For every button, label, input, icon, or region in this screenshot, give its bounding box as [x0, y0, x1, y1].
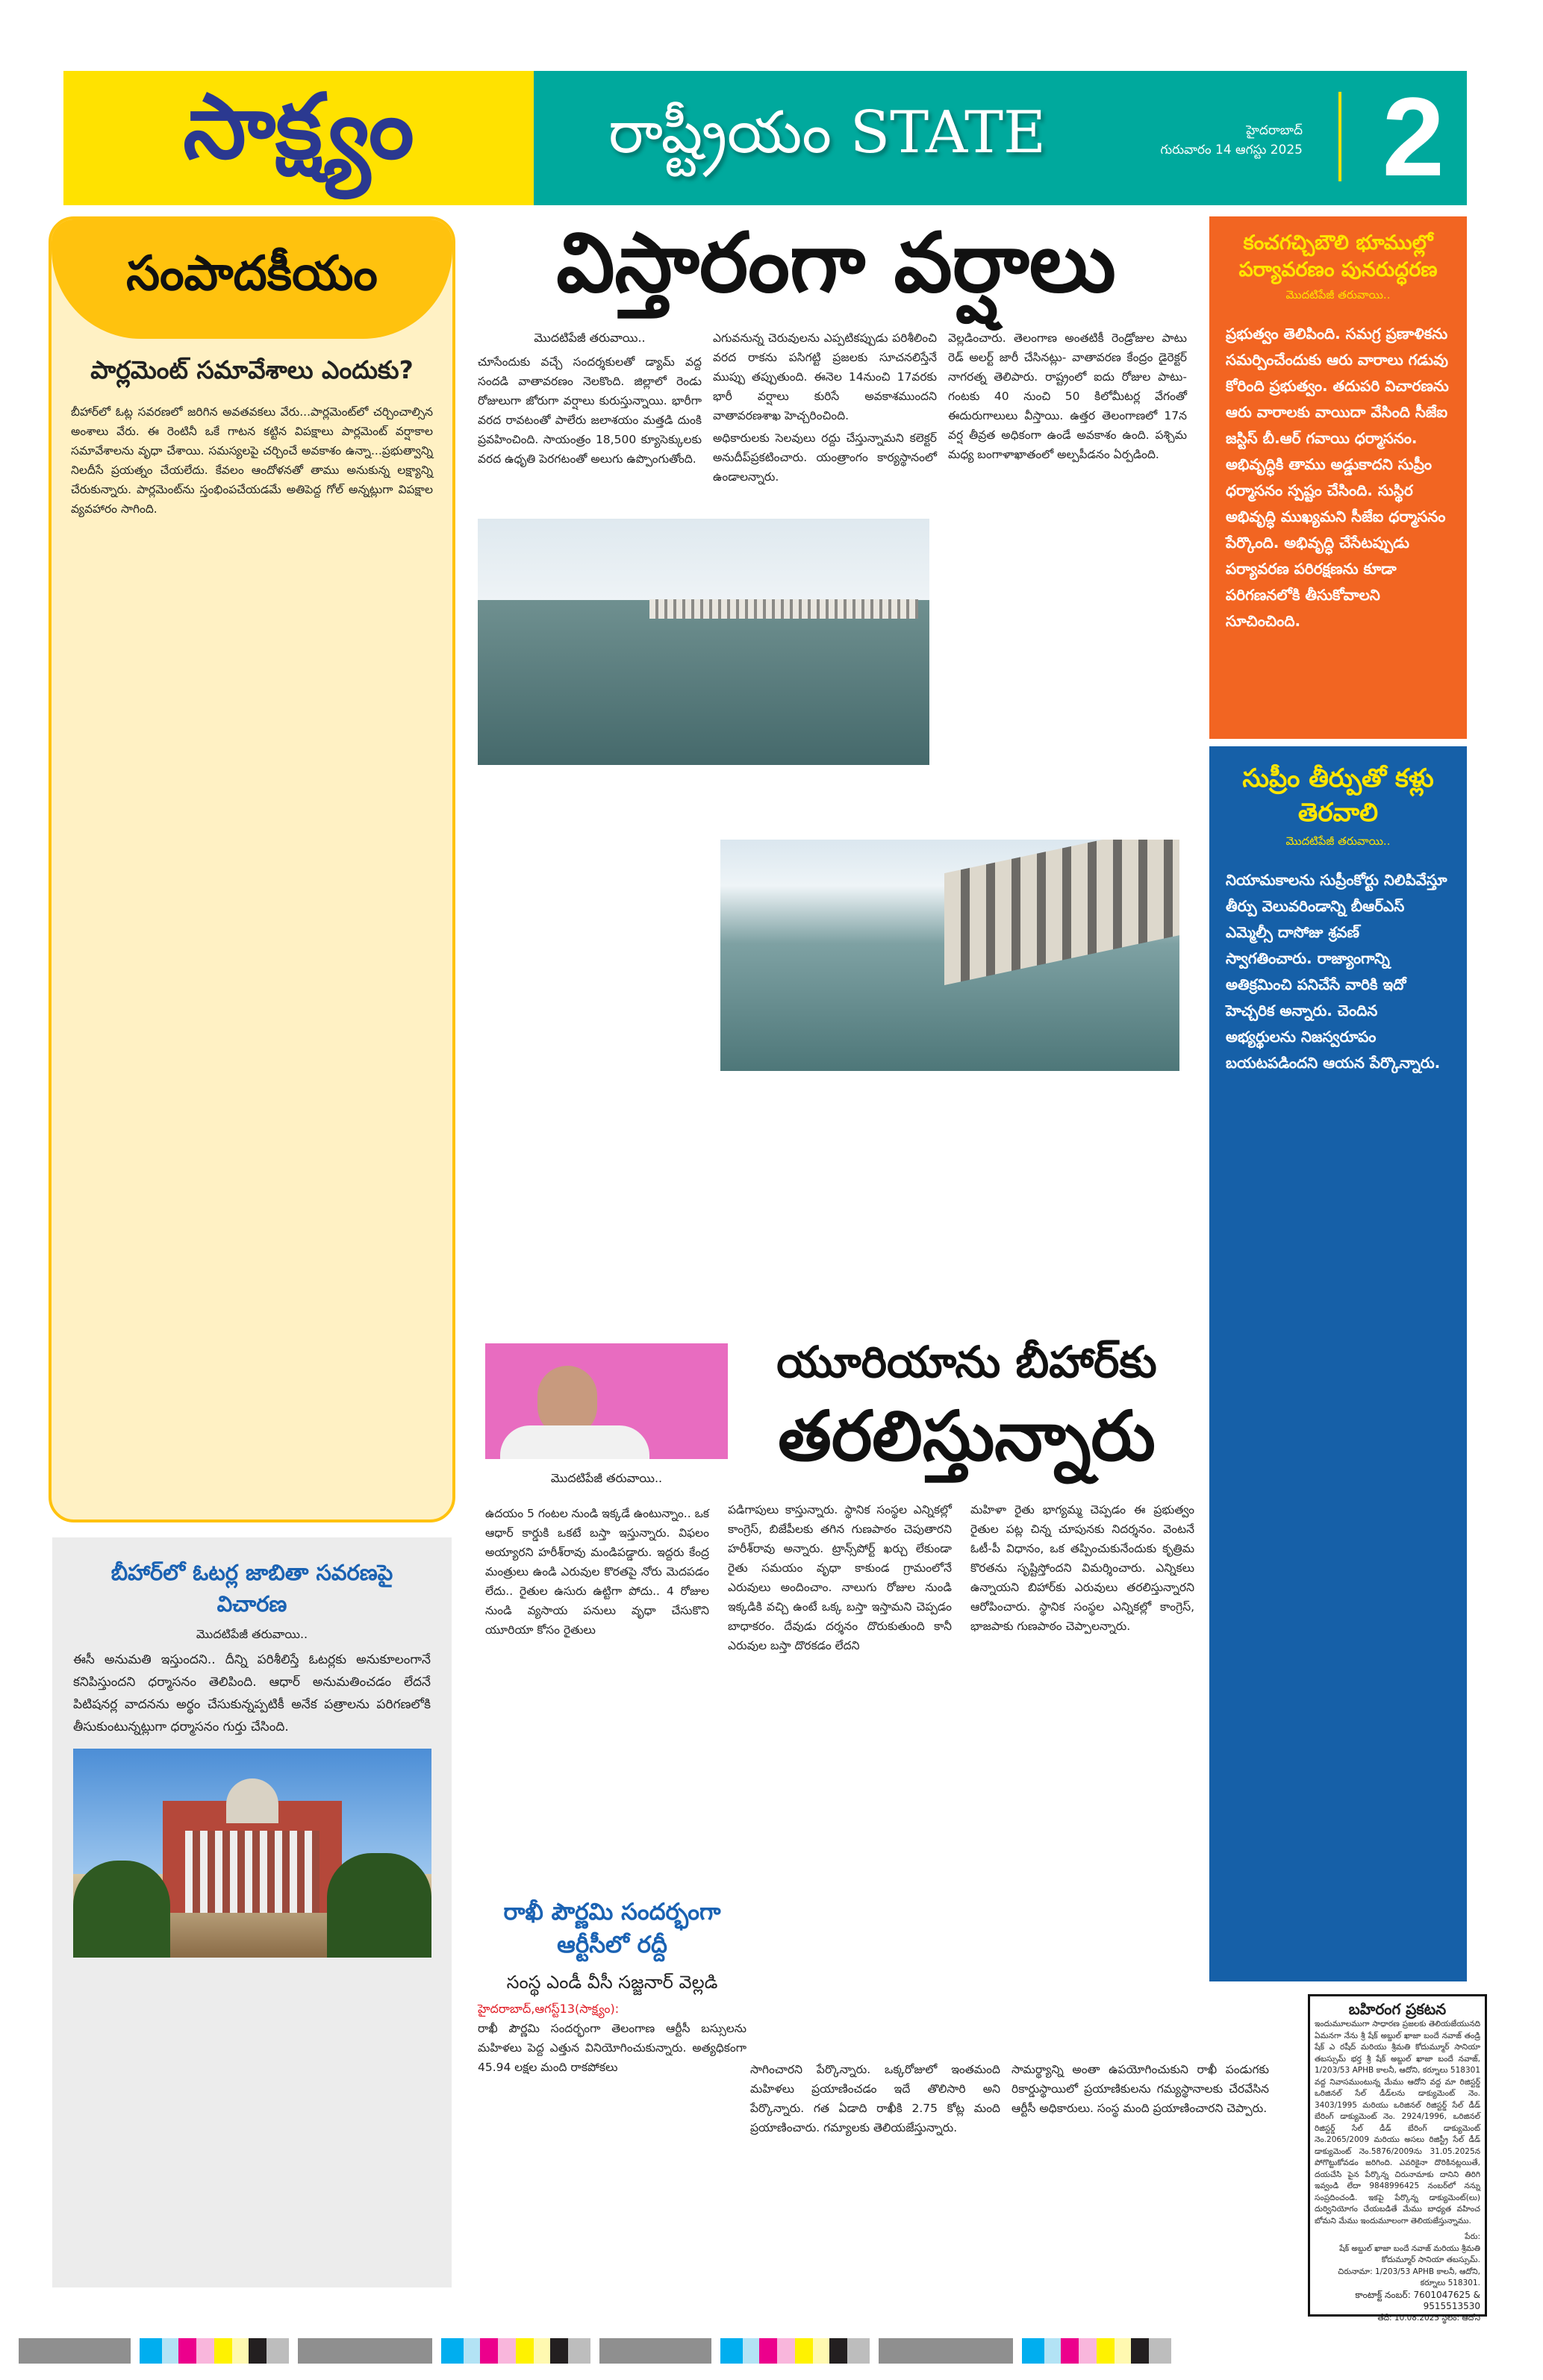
editorial-body	[52, 402, 452, 519]
lead-headline: విస్తారంగా వర్షాలు	[556, 215, 1116, 310]
color-swatch	[795, 2338, 813, 2364]
paragraph: వెల్లడించారు. తెలంగాణ అంతటికీ రెండ్రోజుల పాటు రెడ్ అలర్ట్ జారీ చేసినట్లు- వాతావరణ కేంద్రం డైరెక్టర్ నాగరత్న తెలిపారు. రాష్ట్రంలో ఐదు రోజుల పాటు- గంటకు 40 నుంచి 50 కిలోమీటర్ల వేగంతో ఈదురుగాలులు వీస్తాయి. ఉత్తర తెలంగాణలో 17న వర్ష తీవ్రత అధికంగా ఉండే అవకాశం ఉంది. పశ్చిమ మధ్య బంగాళాఖాతంలో అల్పపీడనం ఏర్పడింది.	[948, 331, 1187, 461]
color-swatch	[1097, 2338, 1115, 2364]
continued-label: మొదటిపేజీ తరువాయి..	[534, 331, 646, 345]
harish-rao-photo	[485, 1343, 728, 1459]
color-swatch	[178, 2338, 196, 2364]
masthead-logo: సాక్ష్యం	[63, 71, 534, 205]
color-swatch	[140, 2338, 162, 2364]
dam-photo	[478, 519, 929, 765]
rains-col-1	[478, 328, 702, 472]
editorial-title: పార్లమెంట్ సమావేశాలు ఎందుకు?	[90, 355, 414, 384]
article-title: సుప్రీం తీర్పుతో కళ్లు తెరవాలి	[1242, 763, 1434, 828]
color-swatch	[870, 2338, 879, 2364]
reservoir-photo	[720, 840, 1179, 1071]
supreme-verdict-article	[1209, 746, 1467, 1981]
urea-col-3: మహిళా రైతు భాగ్యమ్మ చెప్పడం ఈ ప్రభుత్వం రైతుల పట్ల చిన్న చూపునకు నిదర్శనం. వెంటనే ఓటీ-పీ విధానం, ఒక తప్పించుకునేందుకు కృత్రిమ కొరతను సృష్టిస్తోందని విమర్శించారు. ఎన్నికలు ఉన్నాయని బిహార్‌కు ఎరువులు తరలిస్తున్నారని ఆరోపించారు. స్థానిక సంస్థల ఎన్నికల్లో కాంగ్రెస్, భాజపాకు గుణపాఠం చెప్పాలన్నారు.	[970, 1503, 1194, 1633]
color-swatch	[711, 2338, 720, 2364]
headline-line: తరలిస్తున్నారు	[778, 1396, 1156, 1476]
color-swatch	[249, 2338, 266, 2364]
article-subtitle: సంస్థ ఎండీ వీసీ సజ్జనార్ వెల్లడి	[506, 1972, 718, 1993]
notice-names: షేక్ అబ్దుల్ ఖాజా బందే నవాజ్ మరియు శ్రీమతి కోదుమ్మూర్ సానియా తబస్సుమ్.	[1339, 2243, 1480, 2264]
paragraph: చూసేందుకు వచ్చే సందర్శకులతో డ్యామ్ వద్ద సందడి వాతావరణం నెలకొంది. జిల్లాలో రెండు రోజులుగా జోరుగా వర్షాలు కురుస్తున్నాయి. భారీగా వరద రావటంతో పాలేరు జలాశయం మత్తడి దుంకి ప్రవహించింది. సాయంత్రం 18,500 క్యూసెక్కులకు వరద ఉధృతి పెరగటంతో అలుగు ఉప్పొంగుతోంది.	[478, 355, 702, 466]
paragraph: బీహార్‌లో ఓట్ల సవరణలో జరిగిన అవతవకలు వేరు...పార్లమెంట్‌లో చర్చించాల్సిన అంశాలు వేరు. ఈ రెంటినీ ఒకే గాటన కట్టిన విపక్షాలు పార్లమెంట్ వర్షాకాల సమావేశాలను వృధా చేశాయి. సమస్యలపై చర్చించే అవకాశం ఉన్నా...ప్రభుత్వాన్ని నిలదీసే ప్రయత్నం చేయలేదు. కేవలం ఆందోళనతో తాము అనుకున్న లక్ష్యాన్ని చేరుకున్నారు. పార్లమెంట్‌ను స్తంభింపచేయడమే అతిపెద్ద గోల్ అన్నట్లుగా విపక్షాల వ్యవహారం సాగింది.	[71, 405, 433, 516]
color-swatch	[1061, 2338, 1079, 2364]
color-swatch	[829, 2338, 847, 2364]
color-swatch	[441, 2338, 464, 2364]
urea-col-2: పడిగాపులు కాస్తున్నారు. స్థానిక సంస్థల ఎన్నికల్లో కాంగ్రెస్, బిజేపీలకు తగిన గుణపాఠం చెపుతారని హరీశ్‌రావు అన్నారు. ట్రాన్స్‌పోర్ట్ ఖర్చు లేకుండా రైతు సమయం వృధా కాకుండ గ్రామంలోనే ఎరువులు అందించాం. నాలుగు రోజుల నుండి ఇక్కడికి వచ్చి ఉంటే ఒక్క బస్తా ఇస్తామని చెప్పడం బాధాకరం. దేవుడు దర్శనం దొరుకుతుంది కానీ ఎరువుల బస్తా దొరకడం లేదని	[728, 1503, 952, 1652]
urea-col-1: ఉదయం 5 గంటల నుండి ఇక్కడే ఉంటున్నాం.. ఒక ఆధార్ కార్డుకి ఒకటే బస్తా ఇస్తున్నారు. విఫలం అయ్యారని హరీశ్‌రావు మండిపడ్డారు. ఇద్దరు కేంద్ర మంత్రులు ఉండి ఎరువుల కొరతపై నోరు మెదపడం లేదు.. రైతుల ఉసురు ఉట్టిగా పోదు.. 4 రోజుల నుండి వ్యసాయ పనులు వృధా చేసుకొని యూరియా కోసం రైతులు	[485, 1507, 709, 1637]
notice-date-place: తేదీ: 10.08.2025 స్థలం: ఆదోని	[1377, 2313, 1480, 2323]
color-swatch	[599, 2338, 711, 2364]
color-swatch	[1022, 2338, 1044, 2364]
notice-body: ఇందుమూలముగా సాధారణ ప్రజలకు తెలియజేయునది ఏమనగా నేను శ్రీ షేక్ అబ్దుల్ ఖాజా బందే నవాజ్ తండ్రి షేక్ ఎ రషీద్ మరియు శ్రీమతి కోదుమ్మూర్ సానియా తబస్సుమ్ భర్త శ్రీ షేక్ అబ్దుల్ ఖాజా బందే నవాజ్, 1/203/53 APHB కాలనీ, ఆదోని, కర్నూలు 518301 వద్ద నివాసముంటున్న మేము ఆదోని వద్ద మా రిజిస్టర్డ్ ఒరిజినల్ సేల్ డీడ్‌లను డాక్యుమెంట్ నెం. 3403/1995 మరియు ఒరిజినల్ రిజిస్టర్డ్ సేల్ డీడ్ బేరింగ్ డాక్యుమెంట్ నెం. 2924/1996, ఒరిజినల్ రిజిస్టర్డ్ సేల్ డీడ్ బేరింగ్ డాక్యుమెంట్ నెం.2065/2009 మరియు అసలు రిజిస్ట్రీ సేల్ డీడ్ డాక్యుమెంట్ నెం.5876/2009ను 31.05.2025న పోగొట్టుకోవడం జరిగింది. ఎవరికైనా దొరికినట్లయితే, దయచేసి పైన పేర్కొన్న చిరునామాకు దానిని తిరిగి ఇవ్వండి లేదా 9848996425 నంబర్‌లో నన్ను సంప్రదించండి. ఇకపై పేర్కొన్న డాక్యుమెంట్(లు) దుర్వినియోగం చేయబడితే మేము బాధ్యత వహించ బోమని మేము ఇందుమూలంగా తెలియజేస్తున్నాము.	[1315, 2020, 1480, 2226]
color-swatch	[162, 2338, 178, 2364]
color-swatch	[1013, 2338, 1022, 2364]
page-number: 2	[1382, 74, 1444, 199]
color-swatch	[550, 2338, 568, 2364]
article-title: రాఖీ పౌర్ణమి సందర్భంగా ఆర్టీసీలో రద్దీ	[503, 1899, 721, 1958]
bihar-article	[52, 1537, 452, 2287]
article-body: ప్రభుత్వం తెలిపింది. సమగ్ర ప్రణాళికను సమర్పించేందుకు ఆరు వారాలు గడువు కోరింది ప్రభుత్వం. తదుపరి విచారణను ఆరు వారాలకు వాయిదా వేసింది సీజేఐ జస్టిస్ బీ.ఆర్ గవాయి ధర్మాసనం. అభివృద్ధికి తాము అడ్డుకాదని సుప్రీం ధర్మాసనం స్పష్టం చేసింది. సుస్థిర అభివృద్ధి ముఖ్యమని సీజేఐ ధర్మాసనం పేర్కొంది. అభివృద్ధి చేసేటప్పుడు పర్యావరణ పరిరక్షణను కూడా పరిగణనలోకి తీసుకోవాలని సూచించింది.	[1226, 325, 1449, 630]
color-swatch	[879, 2338, 1013, 2364]
color-swatch	[534, 2338, 550, 2364]
color-swatch	[298, 2338, 432, 2364]
rakhi-col-3: సామర్థ్యాన్ని అంతా ఉపయోగించుకుని రాఖీ పండుగకు రికార్డుస్థాయిలో ప్రయాణికులను గమ్యస్థానాలకు చేరవేసిన ఆర్టీసీ అధికారులు. సంస్థ మంది ప్రయాణించారని చెప్పారు.	[1011, 2063, 1269, 2115]
color-swatch	[432, 2338, 441, 2364]
color-swatch	[214, 2338, 232, 2364]
color-swatch	[759, 2338, 777, 2364]
color-swatch	[1131, 2338, 1149, 2364]
color-swatch	[777, 2338, 795, 2364]
continued-label: మొదటిపేజీ తరువాయి..	[1285, 288, 1391, 302]
paragraph: ఎగువనున్న చెరువులను ఎప్పటికప్పుడు పరిశీలించి వరద రాకను పసిగట్టి ప్రజలకు సూచనలిస్తేనే ముప్పు తప్పుతుంది. ఈనెల 14నుంచి 17వరకు భారీ వర్షాలు కురిసే అవకాశముందని వాతావరణశాఖ హెచ్చరించింది.	[713, 331, 937, 422]
supreme-court-photo	[73, 1749, 431, 1958]
rakhi-article	[478, 1896, 746, 2077]
continued-label: మొదటిపేజీ తరువాయి..	[196, 1627, 308, 1641]
color-swatch	[19, 2338, 131, 2364]
dateline: హైదరాబాద్,ఆగస్ట్13(సాక్ష్యం):	[478, 2002, 620, 2016]
edition-date: గురువారం 14 ఆగస్టు 2025	[1160, 143, 1303, 157]
edition-city: హైదరాబాద్	[1246, 123, 1303, 138]
color-swatch	[1079, 2338, 1097, 2364]
continued-label: మొదటిపేజీ తరువాయి..	[1285, 834, 1391, 848]
divider	[1338, 92, 1341, 181]
color-swatch	[498, 2338, 516, 2364]
article-title: బీహార్‌లో ఓటర్ల జాబితా సవరణపై విచారణ	[110, 1560, 393, 1617]
rains-col-3	[948, 328, 1187, 467]
color-swatch	[1149, 2338, 1171, 2364]
color-swatch	[568, 2338, 590, 2364]
rakhi-col-1: రాఖీ పౌర్ణమి సందర్భంగా తెలంగాణ ఆర్టీసీ బస్సులను మహిళలు పెద్ద ఎత్తున వినియోగించుకున్నారు. అత్యధికంగా 45.94 లక్షల మంది రాకపోకలు	[478, 2022, 746, 2074]
section-banner	[534, 71, 1467, 205]
editorial-label: సంపాదకీయం	[52, 219, 452, 339]
color-swatch	[266, 2338, 289, 2364]
color-swatch	[289, 2338, 298, 2364]
notice-address: చిరునామా: 1/203/53 APHB కాలనీ, ఆదోని, కర్నూలు 518301.	[1338, 2267, 1480, 2287]
color-swatch	[743, 2338, 759, 2364]
color-swatch	[464, 2338, 480, 2364]
rains-col-2	[713, 328, 937, 490]
editorial-box	[49, 216, 455, 1522]
color-swatch	[196, 2338, 214, 2364]
color-swatch	[720, 2338, 743, 2364]
urea-headline	[743, 1332, 1191, 1481]
paragraph: అధికారులకు సెలవులు రద్దు చేస్తున్నామని కలెక్టర్ అనుదీప్‌ప్రకటించారు. యంత్రాంగం కార్యస్థానంలో ఉండాలన్నారు.	[713, 431, 937, 484]
headline-line: యూరియాను బీహార్‌కు	[776, 1337, 1157, 1387]
color-swatch	[1044, 2338, 1061, 2364]
color-swatch	[131, 2338, 140, 2364]
print-color-bar	[19, 2338, 1524, 2364]
color-swatch	[516, 2338, 534, 2364]
article-body: ఈసీ అనుమతి ఇస్తుందని.. దీన్ని పరిశీలిస్తే ఓటర్లకు అనుకూలంగానే కనిపిస్తుందని ధర్మాసనం తెలిపింది. ఆధార్ అనుమతించడం లేదనే పిటిషనర్ల వాదనను అర్థం చేసుకున్నప్పటికీ అనేక పత్రాలను పరిగణలోకి తీసుకుంటున్నట్లుగా ధర్మాసనం గుర్తు చేసింది.	[73, 1652, 431, 1734]
notice-contact: కాంటాక్ట్ నంబర్: 7601047625 & 9515513530	[1355, 2289, 1480, 2311]
public-notice-ad	[1308, 1994, 1487, 2323]
kancha-gachibowli-article	[1209, 216, 1467, 739]
color-swatch	[813, 2338, 829, 2364]
article-body: నియామకాలను సుప్రీంకోర్టు నిలిపివేస్తూ తీర్పు వెలువరిండాన్ని బీఆర్ఎస్ ఎమ్మెల్సీ దాసోజు శ్రవణ్ స్వాగతించారు. రాజ్యాంగాన్ని అతిక్రమించి పనిచేసే వారికి ఇదో హెచ్చరిక అన్నారు. చెందిన అభ్యర్థులను నిజస్వరూపం బయటపడిందని ఆయన పేర్కొన్నారు.	[1226, 871, 1447, 1072]
color-swatch	[847, 2338, 870, 2364]
color-swatch	[590, 2338, 599, 2364]
color-swatch	[480, 2338, 498, 2364]
article-title: కంచగచ్చిబౌలి భూముల్లో పర్యావరణం పునరుద్ధరణ	[1238, 231, 1438, 281]
color-swatch	[1171, 2338, 1180, 2364]
notice-sign-label: పేరు:	[1465, 2232, 1480, 2241]
color-swatch	[1115, 2338, 1131, 2364]
notice-title: బహిరంగ ప్రకటన	[1348, 2000, 1447, 2018]
continued-label: మొదటిపేజీ తరువాయి..	[550, 1471, 663, 1485]
color-swatch	[232, 2338, 249, 2364]
rakhi-col-2: సాగించారని పేర్కొన్నారు. ఒక్కరోజులో ఇంతమంది మహిళలు ప్రయాణించడం ఇదే తొలిసారి అని పేర్కొన్నారు. గత ఏడాది రాఖీకి 2.75 కోట్ల మంది ప్రయాణించారు. గమ్యాలకు తెలియజేస్తున్నారు.	[750, 2063, 1000, 2134]
section-title: రాష్ట్రీయం STATE	[608, 99, 1046, 166]
